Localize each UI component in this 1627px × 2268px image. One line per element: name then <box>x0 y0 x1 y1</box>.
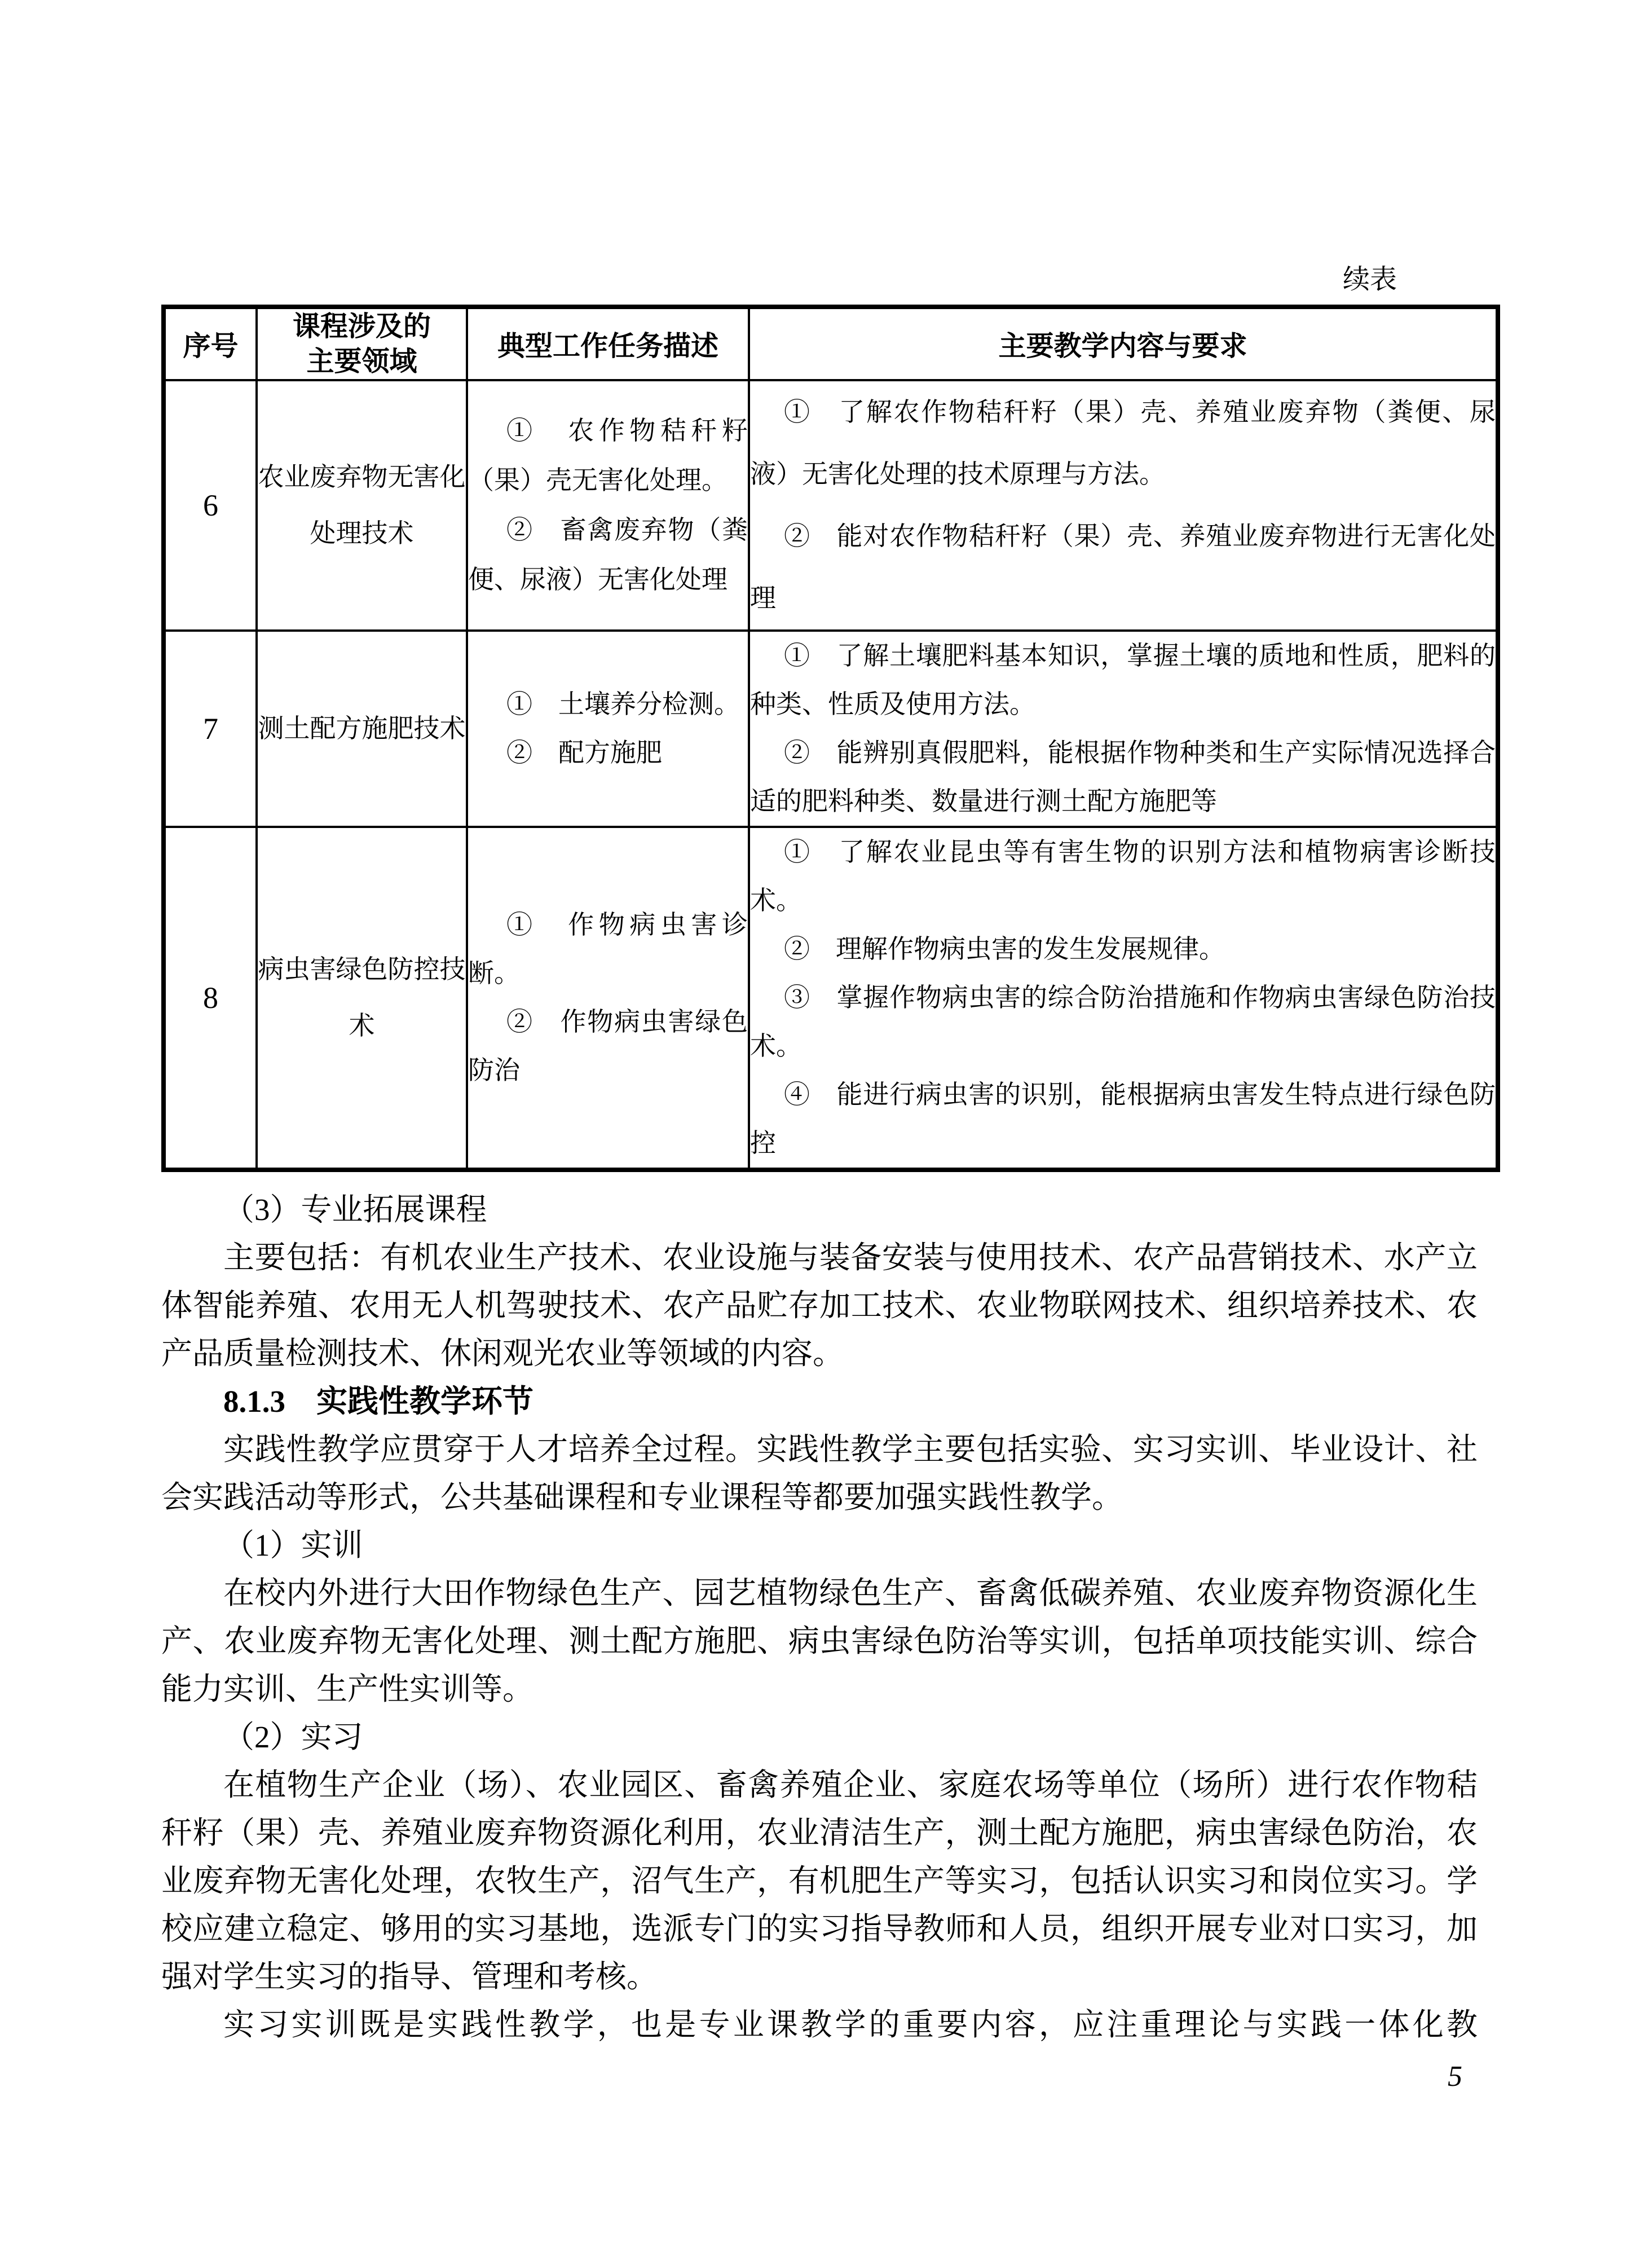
page-number: 5 <box>1448 2060 1462 2093</box>
column-header-serial: 序号 <box>164 307 257 380</box>
task-item: ② 畜禽废弃物（粪便、尿液）无害化处理 <box>468 516 748 594</box>
column-header-domain-line1: 课程涉及的 <box>292 311 431 342</box>
requirement-item: ③ 掌握作物病虫害的综合防治措施和作物病虫害绿色防治技术。 <box>750 983 1496 1060</box>
page-content <box>161 255 1496 2049</box>
requirement-item: ④ 能进行病虫害的识别，能根据病虫害发生特点进行绿色防控 <box>750 1080 1496 1157</box>
task-item: ① 作物病虫害诊断。 <box>468 910 748 988</box>
cell-requirements <box>749 631 1498 827</box>
paragraph-internship-body: 在植物生产企业（场）、农业园区、畜禽养殖企业、家庭农场等单位（场所）进行农作物秸秆籽（果）壳、养殖业废弃物资源化利用，农业清洁生产，测土配方施肥，病虫害绿色防治，农业废弃物无害化处理，农牧生产，沼气生产，有机肥生产等实习，包括认识实习和岗位实习。学校应建立稳定、够用的实习基地，选派专门的实习指导教师和人员，组织开展专业对口实习，加强对学生实习的指导、管理和考核。 <box>161 1768 1478 1994</box>
table-row-8 <box>164 827 1498 1170</box>
column-header-tasks: 典型工作任务描述 <box>467 307 749 380</box>
requirement-item: ② 能辨别真假肥料，能根据作物种类和生产实际情况选择合适的肥料种类、数量进行测土配方施肥等 <box>750 738 1496 816</box>
cell-tasks <box>467 631 749 827</box>
paragraph-training-body: 在校内外进行大田作物绿色生产、园艺植物绿色生产、畜禽低碳养殖、农业废弃物资源化生产、农业废弃物无害化处理、测土配方施肥、病虫害绿色防治等实训，包括单项技能实训、综合能力实训、生产性实训等。 <box>161 1576 1478 1706</box>
paragraph-expansion-courses-title: （3）专业拓展课程 <box>223 1192 487 1227</box>
section-heading-813: 8.1.3 实践性教学环节 <box>223 1384 534 1419</box>
paragraph-conclusion: 实习实训既是实践性教学，也是专业课教学的重要内容，应注重理论与实践一体化教 <box>223 2007 1478 2042</box>
column-header-domain <box>257 307 467 380</box>
requirement-item: ② 理解作物病虫害的发生发展规律。 <box>784 935 1225 963</box>
paragraph-internship-title: （2）实习 <box>223 1720 363 1754</box>
paragraph-practical-teaching: 实践性教学应贯穿于人才培养全过程。实践性教学主要包括实验、实习实训、毕业设计、社会实践活动等形式，公共基础课程和专业课程等都要加强实践性教学。 <box>161 1432 1478 1514</box>
column-header-domain-line2: 主要领域 <box>306 346 417 377</box>
cell-domain: 农业废弃物无害化处理技术 <box>257 380 467 631</box>
paragraph-expansion-courses-body: 主要包括：有机农业生产技术、农业设施与装备安装与使用技术、农产品营销技术、水产立体智能养殖、农用无人机驾驶技术、农产品贮存加工技术、农业物联网技术、组织培养技术、农产品质量检测技术、休闲观光农业等领域的内容。 <box>161 1240 1478 1371</box>
task-item: ① 土壤养分检测。 <box>506 690 740 719</box>
requirement-item: ① 了解农业昆虫等有害生物的识别方法和植物病害诊断技术。 <box>750 838 1496 915</box>
cell-requirements <box>749 380 1498 631</box>
curriculum-table <box>161 305 1500 1172</box>
requirement-item: ② 能对农作物秸秆籽（果）壳、养殖业废弃物进行无害化处理 <box>750 522 1496 613</box>
cell-serial-number: 8 <box>164 827 257 1170</box>
table-header-row <box>164 307 1498 380</box>
continued-table-label: 续表 <box>1342 265 1397 294</box>
cell-serial-number: 6 <box>164 380 257 631</box>
cell-serial-number: 7 <box>164 631 257 827</box>
table-row-6 <box>164 380 1498 631</box>
task-item: ② 配方施肥 <box>506 738 662 767</box>
body-text <box>161 1186 1478 2049</box>
table-row-7 <box>164 631 1498 827</box>
column-header-requirements: 主要教学内容与要求 <box>749 307 1498 380</box>
task-item: ② 作物病虫害绿色防治 <box>468 1007 748 1085</box>
requirement-item: ① 了解土壤肥料基本知识，掌握土壤的质地和性质，肥料的种类、性质及使用方法。 <box>750 641 1496 719</box>
task-item: ① 农作物秸秆籽（果）壳无害化处理。 <box>468 416 748 495</box>
cell-domain: 测土配方施肥技术 <box>257 631 467 827</box>
cell-domain: 病虫害绿色防控技术 <box>257 827 467 1170</box>
paragraph-training-title: （1）实训 <box>223 1528 363 1562</box>
cell-requirements <box>749 827 1498 1170</box>
cell-tasks <box>467 380 749 631</box>
requirement-item: ① 了解农作物秸秆籽（果）壳、养殖业废弃物（粪便、尿液）无害化处理的技术原理与方法。 <box>750 398 1496 488</box>
cell-tasks <box>467 827 749 1170</box>
